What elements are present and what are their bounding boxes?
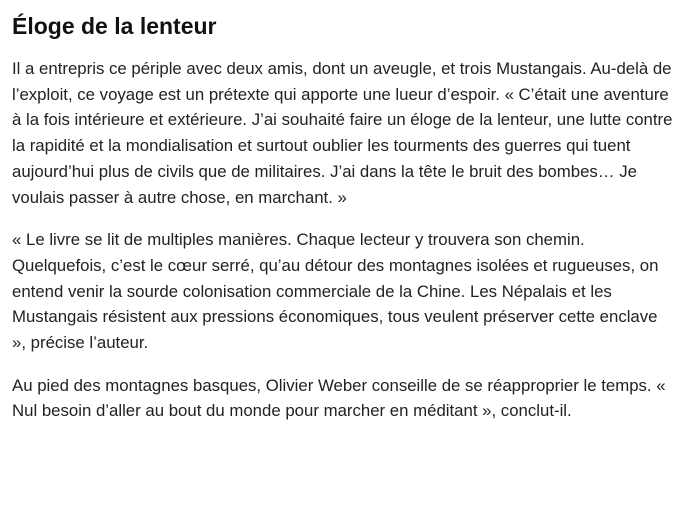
article-title: Éloge de la lenteur: [12, 13, 217, 39]
article-paragraph-2: « Le livre se lit de multiples manières. Chaque lecteur y trouvera son chemin. Quelquefois, c’est le cœur serré, qu’au détour des montagnes isolées et rugueuses, on entend venir la sourde colonisation commerciale de la Chine. Les Népalais et les Mustangais résistent aux pressions économiques, tous veulent préserver cette enclave », précise l’auteur.: [12, 230, 659, 353]
article: [12, 10, 674, 441]
article-paragraph-1: Il a entrepris ce périple avec deux amis, dont un aveugle, et trois Mustangais. Au-delà de l’exploit, ce voyage est un prétexte qui apporte une lueur d’espoir. « C’était une aventure à la fois intérieure et extérieure. J’ai souhaité faire un éloge de la lenteur, une lutte contre la rapidité et la mondialisation et surtout oublier les tourments des guerres qui tuent aujourd’hui plus de civils que de militaires. J’ai dans la tête le bruit des bombes… Je voulais passer à autre chose, en marchant. »: [12, 59, 673, 207]
article-paragraph-3: Au pied des montagnes basques, Olivier Weber conseille de se réapproprier le temps. « Nul besoin d’aller au bout du monde pour marcher en méditant », conclut-il.: [12, 375, 666, 421]
